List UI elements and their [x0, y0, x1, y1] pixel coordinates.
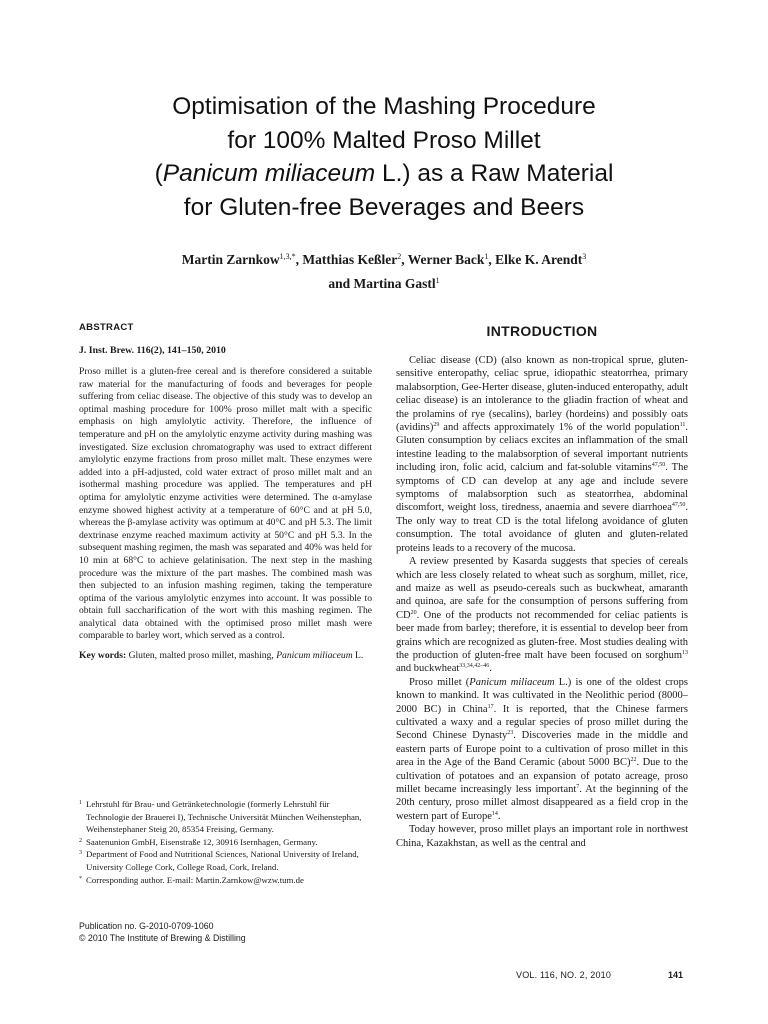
paragraph-text: . At the beginning of the 20th century, proso millet almost disappeared as a field crop in the western part of Europe — [396, 784, 688, 822]
journal-citation: J. Inst. Brew. 116(2), 141–150, 2010 — [79, 345, 226, 356]
paragraph-text: A review presented by Kasarda suggests that species of cereals which are less closely related to wheat such as sorghum, millet, rice, and maize as well as pseudo-cereals such as buckwheat, amaranth and quinoa, are safe for the consumption of persons suffering from CD — [396, 556, 688, 621]
affiliation-mark: 1 — [79, 800, 82, 806]
paragraph-text: . The symptoms of CD can develop at any age and include severe symptoms of malabsorption such as steatorrhea, abdominal discomfort, weight loss, tiredness, anaemia and severe diarrhoea — [396, 462, 688, 514]
abstract-column — [79, 322, 372, 663]
reference-mark: 20 — [410, 609, 417, 616]
reference-mark: 11 — [679, 422, 686, 429]
author-affiliation-mark: 1,3,* — [279, 252, 296, 261]
paragraph-text: . Gluten consumption by celiacs excites an inflammation of the small intestine leading to the malabsorption of several important nutrients including iron, folic acid, calcium and fat-soluble vitamins — [396, 422, 688, 474]
reference-mark: 22 — [630, 757, 637, 764]
reference-mark: 7 — [576, 784, 580, 790]
affiliation-mark: * — [79, 875, 82, 882]
author-line — [60, 272, 708, 296]
page-number: 141 — [668, 970, 684, 980]
title-line — [60, 157, 708, 191]
affiliation-item — [79, 848, 372, 873]
author-name: , Werner Back — [401, 252, 485, 267]
paragraph-text: and buckwheat — [396, 663, 460, 675]
affiliation-mark: 2 — [79, 837, 82, 844]
affiliation-mark: 3 — [79, 850, 82, 857]
author-affiliation-mark: 1 — [435, 276, 440, 285]
abstract-text: Proso millet is a gluten-free cereal and is therefore considered a suitable raw material for the manufacturing of foods and beverages for people suffering from celiac disease. The objective of this study was to develop an optimal mashing procedure for 100% proso millet malt with a specific emphasis on high amylolytic activity. Therefore, the influence of temperature and pH on the amylolytic enzyme activity during mashing was investigated. Size exclusion chromatography was used to extract different amylolytic enzyme fractions from proso millet malt. These enzymes were added into a pH-adjusted, cold water extract of proso millet malt and an isothermal mashing procedure was applied. The temperatures and pH optima for amylolytic enzyme activities were determined. The α-amylase enzyme showed highest activity at a temperature of 60°C and at pH 5.0, whereas the β-amylase activity was optimum at 40°C and pH 5.3. The limit dextrinase enzyme reached maximum activity at 50°C and pH 5.3. In the subsequent mashing regimen, the mash was separated and 40% was held for 10 min at 68°C to achieve gelatinisation. The next step in the mashing procedure was the mixture of the part mashes. The combined mash was then subjected to an infusion mashing regimen, taking the temperature optima of the various amylolytic enzymes into account. It was possible to obtain full saccharification of the wort with this mashing regimen. The analytical data obtained with the optimised proso millet mash were comparable to barley wort, which served as a control. — [79, 366, 372, 642]
author-name: , Matthias Keßler — [295, 252, 398, 267]
body-paragraph — [396, 354, 688, 555]
paragraph-text: L.) is one of the oldest crops known to mankind. It was cultivated in the Neolithic period (8000–2000 BC) in China — [396, 676, 688, 715]
publication-info — [79, 920, 372, 944]
introduction-column — [396, 322, 688, 850]
paragraph-text: Celiac disease (CD) (also known as non-tropical sprue, gluten-sensitive enteropathy, celiac sprue, idiopathic steatorrhea, primary malabsorption, Gee-Herter disease, gluten-induced enteropathy, adult celiac disease) is an intolerance to the gliadin fraction of wheat and the prolamins of rye (secalins), barley (hordeins) and possibly oats (avidins) — [396, 355, 688, 434]
title-line-rest: L.) as a Raw Material — [375, 160, 614, 187]
author-affiliation-mark: 1 — [484, 252, 489, 261]
paragraph-text: . One of the products not recommended for celiac patients is beer made from barley; therefore, it is essential to develop beer from grains which are recognized as gluten-free. Most studies dealing with the production of gluten-free malt have been focused on sorghum — [396, 609, 688, 661]
reference-mark: 47,50 — [671, 502, 686, 509]
author-affiliation-mark: 2 — [397, 252, 402, 261]
affiliation-item — [79, 798, 372, 836]
title-species-name: Panicum miliaceum — [162, 160, 376, 187]
paragraph-text: . It is reported, that the Chinese farmers cultivated a waxy and a regular species of proso millet during the Second Chinese Dynasty — [396, 703, 688, 742]
paragraph-text: . Due to the cultivation of potatoes and an expansion of potato acreage, proso millet became increasingly less important — [396, 757, 688, 795]
title-line: for Gluten-free Beverages and Beers — [183, 193, 585, 221]
paragraph-text: . Discoveries made in the middle and eastern parts of Europe point to a cultivation of proso millet in this area in the Age of the Band Ceramic (about 5000 BC) — [396, 730, 688, 769]
paragraph-text: . The only way to treat CD is the total lifelong avoidance of gluten consumption. The total avoidance of gluten and gluten-related proteins leads to a recovery of the mucosa. — [396, 502, 688, 554]
introduction-heading: INTRODUCTION — [486, 323, 598, 339]
affiliation-text: Corresponding author. E-mail: Martin.Zarnkow@wzw.tum.de — [86, 874, 304, 885]
body-paragraph: Today however, proso millet plays an important role in northwest China, Kazakhstan, as well as the central and — [396, 824, 688, 849]
keywords — [79, 650, 372, 663]
affiliation-text: Department of Food and Nutritional Sciences, National University of Ireland, University College Cork, College Road, Cork, Ireland. — [86, 849, 359, 872]
keywords-species: Panicum miliaceum — [276, 650, 353, 662]
article-title — [60, 90, 708, 224]
abstract-heading: ABSTRACT — [79, 322, 134, 333]
keywords-end: L. — [352, 650, 364, 662]
species-name: Panicum miliaceum — [469, 676, 555, 688]
paragraph-text: and affects approximately 1% of the world population — [439, 422, 680, 434]
publication-number: Publication no. G-2010-0709-1060 — [79, 921, 214, 931]
keywords-label: Key words: — [79, 650, 127, 662]
reference-mark: 14 — [491, 810, 498, 817]
reference-mark: 47,50 — [651, 462, 666, 469]
body-paragraph — [396, 555, 688, 676]
copyright-notice: © 2010 The Institute of Brewing & Distilling — [79, 933, 246, 943]
author-list — [60, 248, 708, 296]
author-name: , Elke K. Arendt — [488, 252, 583, 267]
affiliations — [79, 798, 372, 886]
affiliation-item — [79, 874, 372, 887]
affiliation-text: Saatenunion GmbH, Eisenstraße 12, 30916 Isernhagen, Germany. — [86, 836, 318, 847]
paragraph-text: Proso millet ( — [409, 676, 470, 688]
reference-mark: 13 — [682, 649, 688, 656]
title-line: for 100% Malted Proso Millet — [227, 126, 541, 154]
reference-mark: 33,34,42–46 — [459, 663, 490, 670]
reference-mark: 29 — [433, 422, 440, 429]
title-paren: ( — [154, 160, 163, 187]
paragraph-text: . — [497, 810, 501, 822]
body-paragraph — [396, 676, 688, 823]
reference-mark: 23 — [507, 730, 514, 737]
paragraph-text: . — [489, 663, 492, 675]
keywords-text: Gluten, malted proso millet, mashing, — [126, 650, 277, 662]
reference-mark: 17 — [487, 703, 494, 710]
title-line: Optimisation of the Mashing Procedure — [172, 93, 596, 120]
author-name: Martin Zarnkow — [181, 252, 280, 267]
author-affiliation-mark: 3 — [582, 252, 587, 261]
author-name: and Martina Gastl — [328, 276, 436, 291]
affiliation-text: Lehrstuhl für Brau- und Getränketechnologie (formerly Lehrstuhl für Technologie der Brauerei I), Technische Universität München Weihenstephan, Weihenstephaner Steig 20, 85354 Freising, Germany. — [86, 799, 362, 835]
footer-volume: VOL. 116, NO. 2, 2010 — [516, 970, 612, 980]
affiliation-item — [79, 836, 372, 849]
author-line — [60, 248, 708, 272]
